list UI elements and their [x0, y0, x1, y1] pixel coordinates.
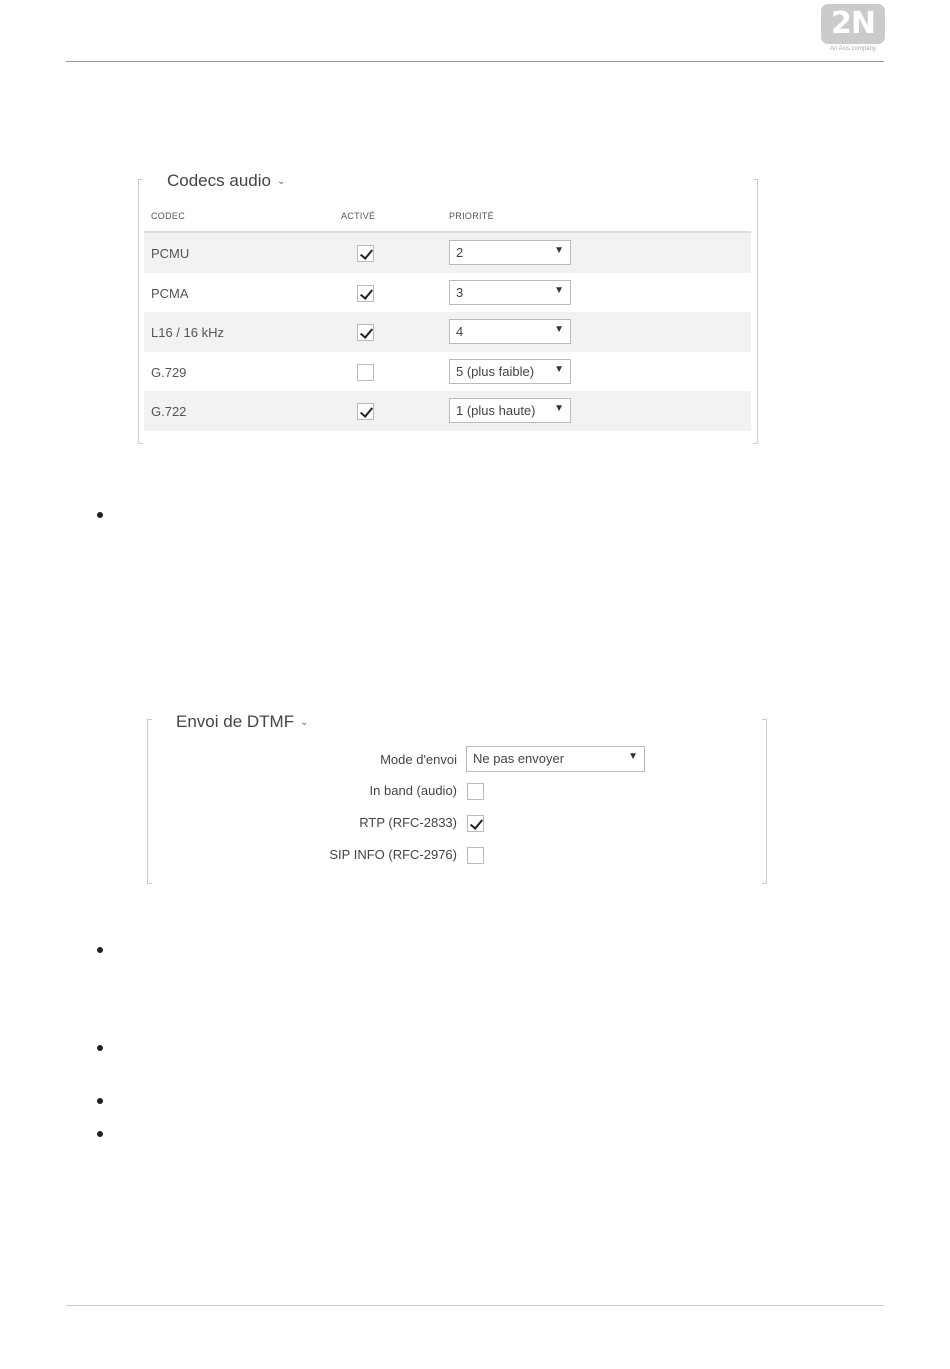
codec-name: G.722 [151, 404, 187, 419]
table-row [144, 352, 751, 392]
dtmf-panel-frame [147, 716, 767, 884]
codec-enabled-checkbox[interactable] [357, 364, 374, 381]
codec-priority-select[interactable] [449, 398, 571, 423]
codec-enabled-checkbox[interactable] [357, 285, 374, 302]
codec-enabled-checkbox[interactable] [357, 245, 374, 262]
priority-value: 2 [456, 245, 464, 260]
checkmark-icon [470, 816, 483, 830]
list-bullet [97, 1098, 103, 1104]
table-row [144, 391, 751, 431]
dropdown-arrow-icon: ▼ [628, 751, 638, 762]
inband-checkbox[interactable] [467, 783, 484, 800]
rtp-label: RTP (RFC-2833) [359, 815, 457, 830]
codecs-panel-title-text: Codecs audio [167, 171, 271, 190]
brand-logo-subtext: An Axis company [829, 46, 877, 52]
checkmark-icon [360, 404, 373, 418]
codec-name: G.729 [151, 364, 187, 380]
codec-name: PCMA [151, 285, 189, 301]
dtmf-panel-title-text: Envoi de DTMF [176, 712, 295, 731]
chevron-down-icon: ⌄ [276, 175, 286, 187]
table-row [144, 312, 751, 352]
checkmark-icon [360, 246, 373, 260]
footer-rule [66, 1305, 884, 1306]
codec-priority-select[interactable] [449, 359, 571, 384]
header-rule [66, 61, 884, 62]
sipinfo-label: SIP INFO (RFC-2976) [329, 847, 457, 862]
dropdown-arrow-icon: ▼ [554, 284, 564, 296]
priority-value: 3 [456, 284, 464, 300]
column-header-codec: CODEC [151, 211, 186, 221]
codecs-table-header [144, 205, 751, 233]
priority-value: 1 (plus haute) [456, 403, 536, 418]
sipinfo-checkbox[interactable] [467, 847, 484, 864]
rtp-checkbox[interactable] [467, 815, 484, 832]
mode-envoi-label: Mode d'envoi [380, 752, 457, 767]
dropdown-arrow-icon: ▼ [554, 245, 564, 256]
codec-priority-select[interactable] [449, 240, 571, 265]
priority-value: 4 [456, 324, 464, 339]
checkmark-icon [360, 325, 373, 339]
table-row [144, 233, 751, 273]
brand-logo: 2N [821, 4, 885, 44]
column-header-enabled: ACTIVÉ [341, 211, 376, 221]
codecs-panel-title[interactable] [167, 171, 285, 191]
list-bullet [97, 947, 103, 953]
table-row [144, 273, 751, 313]
codec-priority-select[interactable] [449, 280, 571, 305]
mode-envoi-select[interactable] [466, 746, 645, 772]
codec-priority-select[interactable] [449, 319, 571, 344]
dropdown-arrow-icon: ▼ [554, 403, 564, 414]
codec-enabled-checkbox[interactable] [357, 324, 374, 341]
column-header-priority: PRIORITÉ [449, 211, 494, 221]
dropdown-arrow-icon: ▼ [554, 324, 564, 335]
codec-name: PCMU [151, 246, 190, 261]
list-bullet [97, 1131, 103, 1137]
dropdown-arrow-icon: ▼ [554, 363, 564, 375]
list-bullet [97, 1045, 103, 1051]
checkmark-icon [360, 286, 373, 300]
mode-envoi-value: Ne pas envoyer [473, 751, 565, 766]
codec-name: L16 / 16 kHz [151, 325, 224, 340]
priority-value: 5 (plus faible) [456, 363, 535, 379]
inband-label: In band (audio) [369, 783, 457, 798]
codec-enabled-checkbox[interactable] [357, 403, 374, 420]
list-bullet [97, 512, 103, 518]
dtmf-panel-title[interactable] [176, 712, 308, 732]
chevron-down-icon: ⌄ [300, 716, 309, 728]
codecs-table [144, 205, 751, 431]
